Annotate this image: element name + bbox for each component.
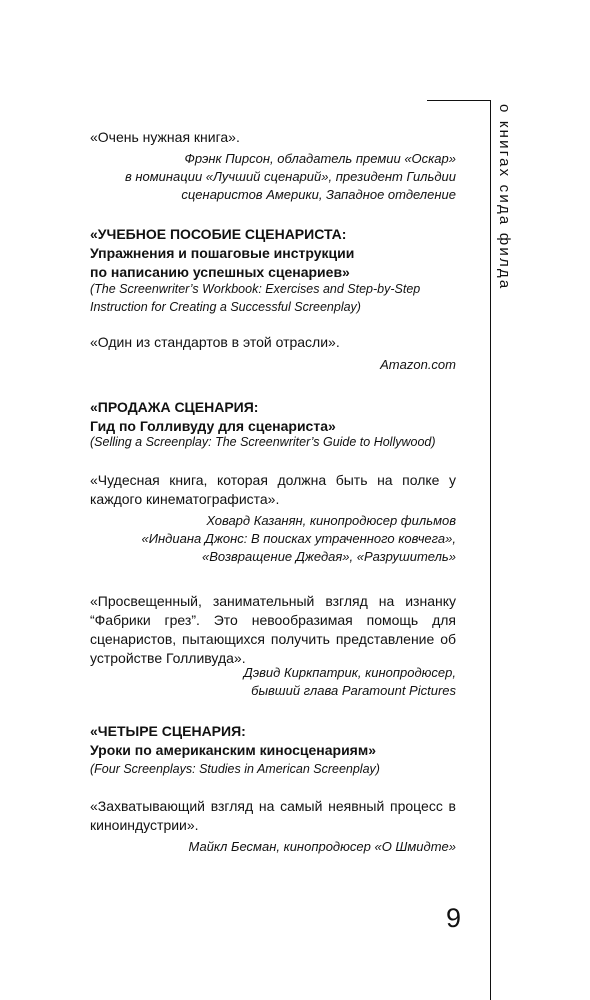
book-title-1 bbox=[90, 225, 470, 282]
attribution-1 bbox=[90, 150, 456, 204]
book-original-title-1 bbox=[90, 280, 470, 316]
book-title-line: «ЧЕТЫРЕ СЦЕНАРИЯ: bbox=[90, 723, 246, 739]
attribution-line: в номинации «Лучший сценарий», президент Гильдии bbox=[124, 169, 456, 184]
quote-2: «Один из стандартов в этой отрасли». bbox=[90, 334, 340, 350]
quote-3: «Чудесная книга, которая должна быть на полке у каждого кинематографиста». bbox=[90, 472, 456, 507]
frame-top-rule bbox=[427, 100, 491, 101]
book-title-line: Гид по Голливуду для сценариста» bbox=[90, 418, 336, 434]
page-number: 9 bbox=[446, 903, 462, 933]
original-title-line: Instruction for Creating a Successful Screenplay) bbox=[90, 300, 361, 314]
book-title-line: «ПРОДАЖА СЦЕНАРИЯ: bbox=[90, 399, 259, 415]
original-title-line: (Four Screenplays: Studies in American Screenplay) bbox=[90, 762, 380, 776]
running-head: о книгах сида филда bbox=[496, 104, 513, 291]
frame-side-rule bbox=[490, 100, 491, 1000]
book-title-line: по написанию успешных сценариев» bbox=[90, 264, 350, 280]
attribution-5 bbox=[90, 838, 456, 856]
quote-5: «Захватывающий взгляд на самый неявный процесс в киноиндустрии». bbox=[90, 798, 456, 833]
attribution-line: бывший глава Paramount Pictures bbox=[251, 683, 456, 698]
original-title-line: (Selling a Screenplay: The Screenwriter’s Guide to Hollywood) bbox=[90, 435, 436, 449]
attribution-line: «Индиана Джонс: В поисках утраченного ковчега», bbox=[141, 531, 456, 546]
attribution-2 bbox=[90, 356, 456, 374]
book-original-title-3 bbox=[90, 760, 470, 778]
book-original-title-2 bbox=[90, 433, 470, 451]
attribution-line: сценаристов Америки, Западное отделение bbox=[181, 187, 456, 202]
attribution-line: Дэвид Киркпатрик, кинопродюсер, bbox=[243, 665, 456, 680]
attribution-4 bbox=[90, 664, 456, 700]
book-title-line: Упражнения и пошаговые инструкции bbox=[90, 245, 355, 261]
book-title-line: «УЧЕБНОЕ ПОСОБИЕ СЦЕНАРИСТА: bbox=[90, 226, 347, 242]
book-title-line: Уроки по американским киносценариям» bbox=[90, 742, 376, 758]
attribution-line: Amazon.com bbox=[380, 357, 456, 372]
attribution-line: Ховард Казанян, кинопродюсер фильмов bbox=[206, 513, 456, 528]
original-title-line: (The Screenwriter’s Workbook: Exercises and Step-by-Step bbox=[90, 282, 421, 296]
attribution-line: Фрэнк Пирсон, обладатель премии «Оскар» bbox=[184, 151, 456, 166]
book-title-3 bbox=[90, 722, 470, 760]
book-title-2 bbox=[90, 398, 470, 436]
attribution-3 bbox=[90, 512, 456, 566]
quote-1: «Очень нужная книга». bbox=[90, 129, 240, 145]
quote-4: «Просвещенный, занимательный взгляд на изнанку “Фабрики грез”. Это невообразимая помощь для сценаристов, пытающихся получить представление об устройстве Голливуда». bbox=[90, 593, 456, 666]
attribution-line: Майкл Бесман, кинопродюсер «О Шмидте» bbox=[188, 839, 456, 854]
attribution-line: «Возвращение Джедая», «Разрушитель» bbox=[201, 549, 456, 564]
